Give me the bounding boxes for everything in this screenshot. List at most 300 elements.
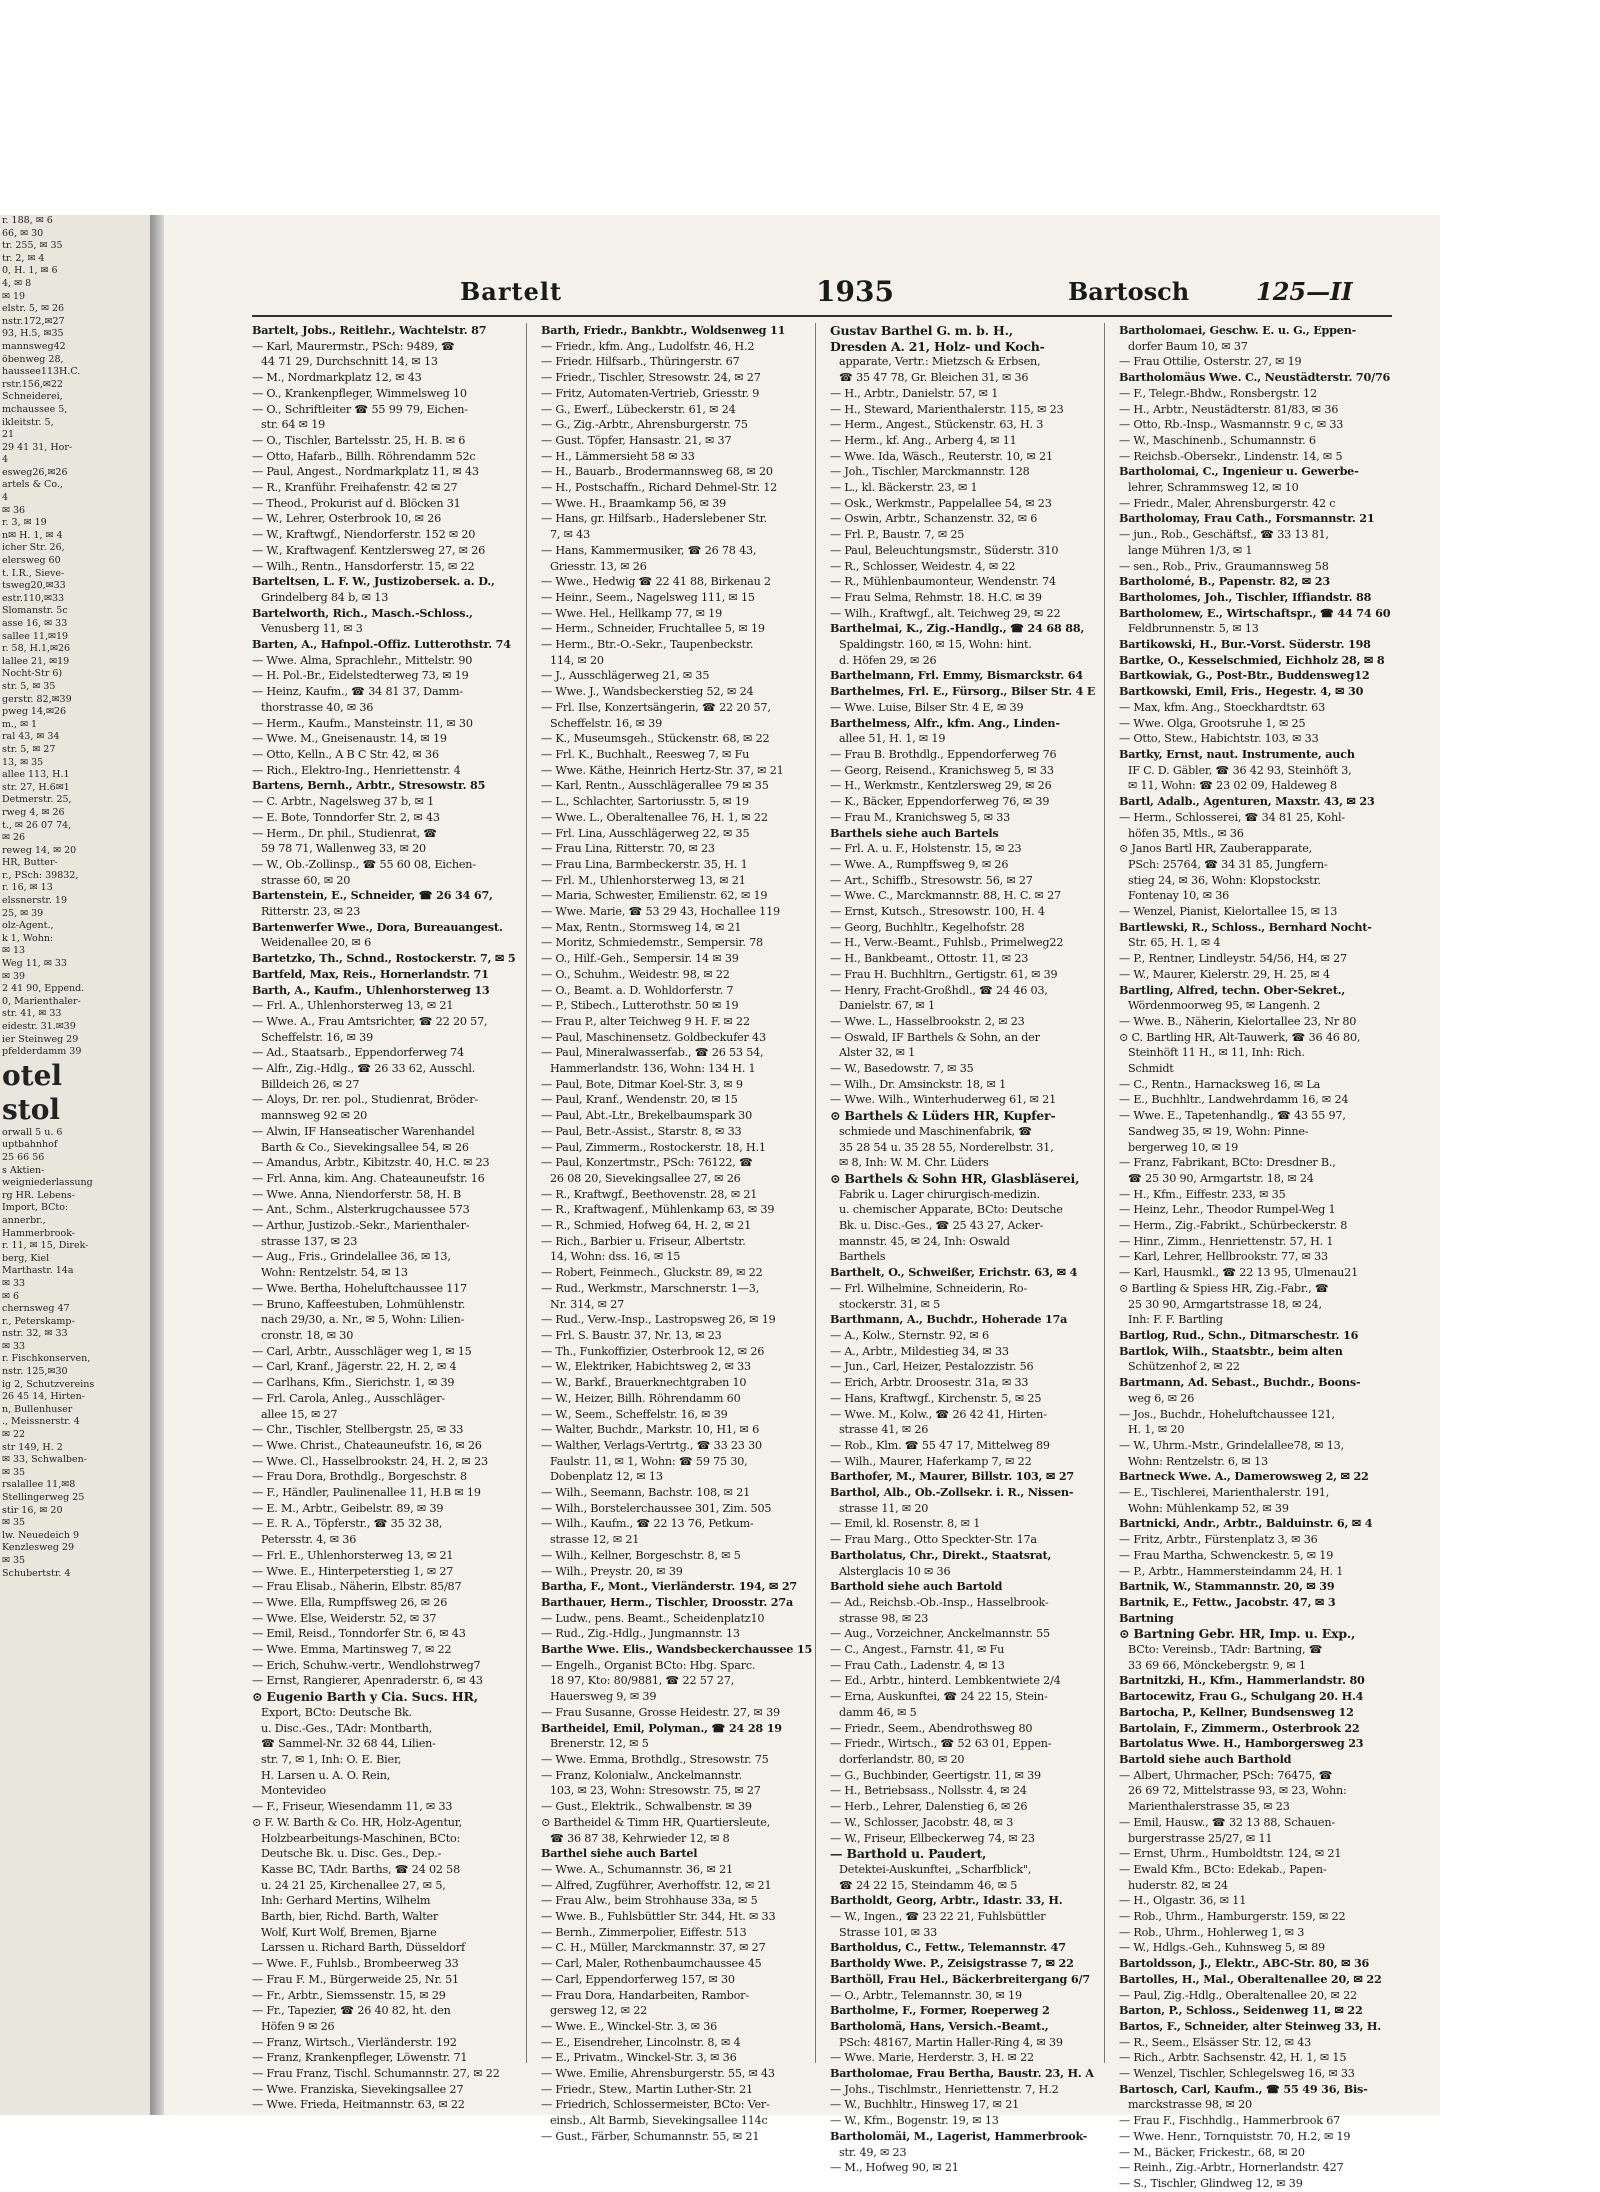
directory-entry: Nr. 314, ✉ 27 bbox=[550, 1297, 625, 1311]
fragment-line: nstr. 32, ✉ 33 bbox=[2, 1328, 68, 1340]
entry-heading: Bartholomäi, M., Lagerist, Hammerbrook- bbox=[830, 2128, 1088, 2143]
directory-entry: — Carl, Eppendorferweg 157, ✉ 30 bbox=[541, 1972, 735, 1986]
directory-entry: — H., Steward, Marienthalerstr. 115, ✉ 23 bbox=[830, 402, 1064, 416]
directory-entry: ☎ 35 47 78, Gr. Bleichen 31, ✉ 36 bbox=[839, 371, 1029, 385]
directory-entry: 26 08 20, Sievekingsallee 27, ✉ 26 bbox=[550, 1171, 741, 1185]
directory-entry: 44 71 29, Durchschnitt 14, ✉ 13 bbox=[261, 355, 438, 369]
directory-entry: ☎ 36 87 38, Kehrwieder 12, ✉ 8 bbox=[550, 1831, 730, 1845]
directory-entry: — Wwe. Frieda, Heitmannstr. 63, ✉ 22 bbox=[252, 2098, 465, 2112]
directory-entry: 33 69 66, Mönckebergstr. 9, ✉ 1 bbox=[1128, 1658, 1306, 1672]
directory-entry: huderstr. 82, ✉ 24 bbox=[1128, 1878, 1228, 1892]
directory-entry: ✉ 8, Inh: W. M. Chr. Lüders bbox=[839, 1156, 989, 1170]
entry-heading: Barthelmai, K., Zig.-Handlg., ☎ 24 68 88, bbox=[830, 621, 1085, 636]
directory-entry: — Amandus, Arbtr., Kibitzstr. 40, H.C. ✉ 23 bbox=[252, 1156, 490, 1170]
directory-entry: — Rob., Uhrm., Hamburgerstr. 159, ✉ 22 bbox=[1119, 1910, 1346, 1924]
directory-entry: — Frl. A., Uhlenhorsterweg 13, ✉ 21 bbox=[252, 999, 454, 1013]
directory-entry: — Gust., Färber, Schumannstr. 55, ✉ 21 bbox=[541, 2129, 760, 2143]
entry-heading: Bartha, F., Mont., Vierländerstr. 194, ✉ 27 bbox=[541, 1579, 797, 1594]
directory-entry: — Frau Ottilie, Osterstr. 27, ✉ 19 bbox=[1119, 355, 1302, 369]
page-number: 125—II bbox=[1256, 277, 1353, 306]
fragment-line: elersweg 60 bbox=[2, 555, 61, 567]
directory-entry: strasse 137, ✉ 23 bbox=[261, 1234, 358, 1248]
directory-entry: — W., Seem., Scheffelstr. 16, ✉ 39 bbox=[541, 1407, 728, 1421]
directory-entry: — W., Heizer, Billh. Röhrendamm 60 bbox=[541, 1391, 741, 1405]
directory-entry: — Frau Martha, Schwenckestr. 5, ✉ 19 bbox=[1119, 1548, 1334, 1562]
directory-entry: cronstr. 18, ✉ 30 bbox=[261, 1329, 354, 1342]
directory-entry: — Emil, Hausw., ☎ 32 13 88, Schauen- bbox=[1119, 1815, 1335, 1829]
directory-entry: Wohn: Rentzelstr. 6, ✉ 13 bbox=[1128, 1454, 1268, 1468]
directory-entry: — E., Buchhltr., Landwehrdamm 16, ✉ 24 bbox=[1119, 1093, 1349, 1107]
directory-entry: — H., Arbtr., Danielstr. 57, ✉ 1 bbox=[830, 386, 999, 400]
directory-entry: — Wwe. Luise, Bilser Str. 4 E, ✉ 39 bbox=[830, 700, 1024, 714]
fragment-line: uptbahnhof bbox=[2, 1139, 58, 1151]
directory-entry: Larssen u. Richard Barth, Düsseldorf bbox=[261, 1941, 465, 1955]
directory-entry: — R., Seem., Elsässer Str. 12, ✉ 43 bbox=[1119, 2035, 1312, 2049]
directory-entry: Deutsche Bk. u. Disc. Ges., Dep.- bbox=[261, 1847, 442, 1861]
directory-entry: ⊙ Barthels & Lüders HR, Kupfer- bbox=[830, 1108, 1056, 1124]
directory-entry: — Robert, Feinmech., Gluckstr. 89, ✉ 22 bbox=[541, 1266, 763, 1280]
directory-entry: Faulstr. 11, ✉ 1, Wohn: ☎ 59 75 30, bbox=[550, 1454, 748, 1468]
directory-entry: — Frau Dora, Brothdlg., Borgeschstr. 8 bbox=[252, 1470, 467, 1484]
entry-heading: Bartelt, Jobs., Reitlehr., Wachtelstr. 87 bbox=[252, 323, 487, 337]
directory-entry: — Frl. Carola, Anleg., Ausschläger- bbox=[252, 1391, 445, 1405]
directory-entry: — G., Buchbinder, Geertigstr. 11, ✉ 39 bbox=[830, 1768, 1041, 1782]
directory-entry: 14, Wohn: dss. 16, ✉ 15 bbox=[550, 1250, 681, 1264]
directory-entry: — R., Schmied, Hofweg 64, H. 2, ✉ 21 bbox=[541, 1219, 752, 1233]
directory-entry: — W., Hdlgs.-Geh., Kuhnsweg 5, ✉ 89 bbox=[1119, 1941, 1325, 1955]
directory-entry: burgerstrasse 25/27, ✉ 11 bbox=[1128, 1831, 1273, 1845]
entry-heading: Bartholme, F., Former, Roeperweg 2 bbox=[830, 2003, 1050, 2018]
directory-entry: — Karl, Maurermstr., PSch: 9489, ☎ bbox=[252, 339, 455, 353]
directory-entry: — H., Werkmstr., Kentzlersweg 29, ✉ 26 bbox=[830, 779, 1052, 793]
directory-entry: — Gust. Töpfer, Hansastr. 21, ✉ 37 bbox=[541, 433, 732, 447]
directory-entry: — Henry, Fracht-Großhdl., ☎ 24 46 03, bbox=[830, 983, 1048, 997]
directory-entry: — Heinr., Seem., Nagelsweg 111, ✉ 15 bbox=[541, 590, 755, 604]
directory-entry: — Alfr., Zig.-Hdlg., ☎ 26 33 62, Ausschl. bbox=[252, 1062, 476, 1076]
fragment-line: allee 113, H.1 bbox=[2, 769, 70, 781]
directory-entry: — Wilh., Maurer, Haferkamp 7, ✉ 22 bbox=[830, 1454, 1032, 1468]
fragment-line: Slomanstr. 5c bbox=[2, 605, 68, 617]
directory-entry: IF C. D. Gäbler, ☎ 36 42 93, Steinhöft 3, bbox=[1128, 763, 1352, 777]
directory-entry: Holzbearbeitungs-Maschinen, BCto: bbox=[261, 1831, 461, 1845]
directory-entry: — Hans, Kammermusiker, ☎ 26 78 43, bbox=[541, 543, 757, 557]
fragment-line: t. I.R., Sieve- bbox=[2, 567, 65, 579]
directory-entry: — Bernh., Zimmerpolier, Eiffestr. 513 bbox=[541, 1925, 747, 1939]
entry-heading: Bartky, Ernst, naut. Instrumente, auch bbox=[1119, 746, 1355, 761]
directory-entry: — Wwe. Alma, Sprachlehr., Mittelstr. 90 bbox=[252, 653, 473, 667]
fragment-line: rsalallee 11,✉8 bbox=[2, 1479, 76, 1491]
fragment-line: 26 45 14, Hirten- bbox=[2, 1391, 85, 1403]
directory-entry: — Wwe. L., Hasselbrookstr. 2, ✉ 23 bbox=[830, 1014, 1025, 1028]
header-year: 1935 bbox=[816, 275, 894, 308]
directory-entry: — C., Rentn., Harnacksweg 16, ✉ La bbox=[1119, 1077, 1321, 1091]
directory-entry: Inh: F. F. Bartling bbox=[1128, 1313, 1223, 1327]
directory-entry: — Alwin, IF Hanseatischer Warenhandel bbox=[252, 1124, 475, 1138]
directory-entry: — Frau Cath., Ladenstr. 4, ✉ 13 bbox=[830, 1658, 1005, 1672]
directory-entry: — J., Ausschlägerweg 21, ✉ 35 bbox=[541, 669, 710, 683]
fragment-line: weigniederlassung bbox=[2, 1177, 93, 1189]
directory-entry: — Wwe. J., Wandsbeckerstieg 52, ✉ 24 bbox=[541, 685, 754, 699]
directory-entry: — Frl. E., Uhlenhorsterweg 13, ✉ 21 bbox=[252, 1548, 454, 1562]
directory-entry: — Otto, Hafarb., Billh. Röhrendamm 52c bbox=[252, 449, 476, 463]
directory-entry: ⊙ Bartning Gebr. HR, Imp. u. Exp., bbox=[1119, 1626, 1356, 1642]
entry-heading: Bartolatus Wwe. H., Hamborgersweg 23 bbox=[1119, 1736, 1364, 1751]
fragment-line: pweg 14,✉26 bbox=[2, 706, 67, 718]
directory-entry: str. 49, ✉ 23 bbox=[839, 2145, 907, 2159]
directory-entry: — O., Arbtr., Telemannstr. 30, ✉ 19 bbox=[830, 1988, 1022, 2002]
directory-entry: Spaldingstr. 160, ✉ 15, Wohn: hint. bbox=[839, 638, 1032, 652]
directory-entry: gersweg 12, ✉ 22 bbox=[550, 2004, 648, 2018]
directory-entry: — Wwe., Hedwig ☎ 22 41 88, Birkenau 2 bbox=[541, 575, 771, 589]
fragment-line: t., ✉ 26 07 74, bbox=[2, 819, 72, 831]
fragment-line: r., PSch: 39832, bbox=[2, 869, 79, 881]
directory-entry: — Herb., Lehrer, Dalenstieg 6, ✉ 26 bbox=[830, 1800, 1028, 1814]
directory-entry: — W., Kfm., Bogenstr. 19, ✉ 13 bbox=[830, 2114, 999, 2128]
directory-entry: — Friedr., Seem., Abendrothsweg 80 bbox=[830, 1721, 1033, 1735]
directory-entry: dorferlandstr. 80, ✉ 20 bbox=[839, 1752, 965, 1766]
directory-entry: — Wwe. Emma, Brothdlg., Stresowstr. 75 bbox=[541, 1752, 769, 1766]
directory-entry: — Fritz, Arbtr., Fürstenplatz 3, ✉ 36 bbox=[1119, 1533, 1318, 1547]
directory-entry: — Moritz, Schmiedemstr., Sempersir. 78 bbox=[541, 936, 763, 950]
entry-heading: Bartholomaei, Geschw. E. u. G., Eppen- bbox=[1119, 323, 1357, 337]
fragment-line: k 1, Wohn: bbox=[2, 932, 54, 944]
directory-entry: — Frl. Wilhelmine, Schneiderin, Ro- bbox=[830, 1281, 1028, 1295]
directory-entry: — Wwe. E., Winckel-Str. 3, ✉ 36 bbox=[541, 2019, 718, 2033]
directory-entry: — Wwe. A., Rumpffsweg 9, ✉ 26 bbox=[830, 857, 1009, 871]
entry-heading: Bartholomew, E., Wirtschaftspr., ☎ 44 74 60 bbox=[1119, 605, 1391, 620]
directory-entry: — Otto, Rb.-Insp., Wasmannstr. 9 c, ✉ 33 bbox=[1119, 418, 1344, 432]
entry-heading: Bartke, O., Kesselschmied, Eichholz 28, ✉ 8 bbox=[1119, 652, 1385, 667]
directory-entry: — W., Kraftwgf., Niendorferstr. 152 ✉ 20 bbox=[252, 528, 476, 542]
directory-entry: — L., kl. Bäckerstr. 23, ✉ 1 bbox=[830, 481, 978, 495]
directory-entry: mannstr. 45, ✉ 24, Inh: Oswald bbox=[839, 1234, 1010, 1248]
entry-heading: Bartoldsson, J., Elektr., ABC-Str. 80, ✉ 36 bbox=[1119, 1956, 1370, 1971]
directory-entry: — Herm., kf. Ang., Arberg 4, ✉ 11 bbox=[830, 433, 1017, 447]
entry-heading: Bartholdy Wwe. P., Zeisigstrasse 7, ✉ 22 bbox=[830, 1956, 1074, 1971]
directory-entry: — K., Museumsgeh., Stückenstr. 68, ✉ 22 bbox=[541, 732, 770, 746]
entry-heading: Bartenwerfer Wwe., Dora, Bureauangest. bbox=[252, 919, 503, 934]
directory-entry: Steinhöft 11 H., ✉ 11, Inh: Rich. bbox=[1128, 1046, 1305, 1060]
entry-heading: Bartholomai, C., Ingenieur u. Gewerbe- bbox=[1119, 464, 1359, 479]
directory-entry: — H., Lämmersieht 58 ✉ 33 bbox=[541, 449, 695, 463]
directory-entry: — E., Eisendreher, Lincolnstr. 8, ✉ 4 bbox=[541, 2035, 741, 2049]
directory-entry: Scheffelstr. 16, ✉ 39 bbox=[261, 1030, 374, 1044]
fragment-line: Hammerbrook- bbox=[2, 1227, 75, 1239]
fragment-line: lw. Neuedeich 9 bbox=[2, 1529, 80, 1541]
directory-entry: — W., Kraftwagenf. Kentzlersweg 27, ✉ 26 bbox=[252, 543, 486, 557]
directory-entry: — Rud., Werkmstr., Marschnerstr. 1—3, bbox=[541, 1281, 760, 1295]
fragment-line: Stellingerweg 25 bbox=[2, 1492, 85, 1503]
fragment-line: r. 16, ✉ 13 bbox=[2, 882, 53, 894]
directory-entry: Dresden A. 21, Holz- und Koch- bbox=[830, 338, 1045, 354]
directory-entry: — Herm., Dr. phil., Studienrat, ☎ bbox=[252, 826, 438, 840]
directory-entry: — Paul, Mineralwasserfab., ☎ 26 53 54, bbox=[541, 1046, 764, 1060]
directory-entry: — Wilh., Borstelerchaussee 301, Zim. 505 bbox=[541, 1501, 772, 1515]
fragment-line: haussee113H.C. bbox=[2, 366, 81, 378]
fragment-line: ✉ 33 bbox=[2, 1277, 26, 1289]
fragment-line: reweg 14, ✉ 20 bbox=[2, 844, 77, 856]
directory-entry: Feldbrunnenstr. 5, ✉ 13 bbox=[1128, 622, 1259, 636]
directory-entry: — Friedr., Stew., Martin Luther-Str. 21 bbox=[541, 2082, 753, 2096]
directory-entry: — Reinh., Zig.-Arbtr., Hornerlandstr. 427 bbox=[1119, 2161, 1344, 2175]
directory-entry: Höfen 9 ✉ 26 bbox=[261, 2019, 335, 2033]
directory-entry: ⊙ F. W. Barth & Co. HR, Holz-Agentur, bbox=[252, 1815, 463, 1829]
directory-entry: — Karl, Hausmkl., ☎ 22 13 95, Ulmenau21 bbox=[1119, 1266, 1358, 1280]
directory-entry: H. 1, ✉ 20 bbox=[1128, 1423, 1185, 1437]
directory-entry: — Wwe. Ella, Rumpffsweg 26, ✉ 26 bbox=[252, 1595, 448, 1609]
entry-heading: Bartkowski, Emil, Fris., Hegestr. 4, ✉ 30 bbox=[1119, 684, 1364, 699]
directory-entry: — F., Friseur, Wiesendamm 11, ✉ 33 bbox=[252, 1800, 453, 1814]
fragment-line: ✉ 39 bbox=[2, 970, 26, 982]
directory-entry: — Heinz, Lehr., Theodor Rumpel-Weg 1 bbox=[1119, 1203, 1336, 1217]
fragment-line: ikleitstr. 5, bbox=[2, 416, 54, 428]
fragment-line: str. 5, ✉ 35 bbox=[2, 680, 56, 692]
directory-entry: strasse 41, ✉ 26 bbox=[839, 1423, 929, 1437]
directory-entry: allee 51, H. 1, ✉ 19 bbox=[839, 732, 946, 746]
fragment-line: 66, ✉ 30 bbox=[2, 227, 44, 239]
fragment-line: ig 2, Schutzvereins bbox=[2, 1378, 95, 1390]
directory-entry: — O., Schriftleiter ☎ 55 99 79, Eichen- bbox=[252, 402, 468, 416]
entry-heading: Barthelmann, Frl. Emmy, Bismarckstr. 64 bbox=[830, 668, 1083, 683]
directory-entry: ☎ 25 30 90, Armgartstr. 18, ✉ 24 bbox=[1128, 1171, 1314, 1185]
fragment-line: 4 bbox=[2, 454, 9, 466]
entry-heading: Bartfeld, Max, Reis., Hornerlandstr. 71 bbox=[252, 966, 489, 981]
fragment-line: gerstr. 82,✉39 bbox=[2, 693, 72, 705]
directory-entry: — Rud., Verw.-Insp., Lastropsweg 26, ✉ 19 bbox=[541, 1313, 776, 1327]
entry-heading: Barthelmess, Alfr., kfm. Ang., Linden- bbox=[830, 715, 1060, 730]
directory-entry: — Carl, Arbtr., Ausschläger weg 1, ✉ 15 bbox=[252, 1344, 472, 1358]
directory-entry: H. Larsen u. A. O. Rein, bbox=[261, 1768, 391, 1782]
directory-entry: — Paul, Maschinensetz. Goldbeckufer 43 bbox=[541, 1030, 766, 1044]
fragment-line: r. 11, ✉ 15, Direk- bbox=[2, 1240, 89, 1252]
directory-entry: stockerstr. 31, ✉ 5 bbox=[839, 1297, 941, 1311]
directory-entry: — Jun., Carl, Heizer, Pestalozzistr. 56 bbox=[830, 1360, 1034, 1374]
directory-entry: 35 28 54 u. 35 28 55, Norderelbstr. 31, bbox=[839, 1140, 1054, 1154]
directory-entry: — Joh., Tischler, Marckmannstr. 128 bbox=[830, 465, 1030, 479]
directory-entry: — Friedrich, Schlossermeister, BCto: Ver- bbox=[541, 2098, 770, 2112]
directory-entry: — H., Postschaffn., Richard Dehmel-Str. 12 bbox=[541, 481, 778, 495]
directory-entry: — Frl. Lina, Ausschlägerweg 22, ✉ 35 bbox=[541, 826, 750, 840]
column-3 bbox=[830, 323, 1105, 2175]
directory-entry: — H., Arbtr., Neustädterstr. 81/83, ✉ 36 bbox=[1119, 402, 1339, 416]
directory-entry: — Wwe. E., Tapetenhandlg., ☎ 43 55 97, bbox=[1119, 1109, 1346, 1123]
directory-entry: bergerweg 10, ✉ 19 bbox=[1128, 1140, 1239, 1154]
directory-entry: nach 29/30, a. Nr., ✉ 5, Wohn: Lilien- bbox=[261, 1313, 465, 1327]
page-background bbox=[1440, 215, 1600, 2115]
fragment-line: artels & Co., bbox=[2, 479, 63, 491]
directory-entry: — W., Maschinenb., Schumannstr. 6 bbox=[1119, 433, 1316, 447]
directory-entry: Wohn: Rentzelstr. 54, ✉ 13 bbox=[261, 1266, 408, 1280]
directory-entry: damm 46, ✉ 5 bbox=[839, 1705, 917, 1719]
directory-entry: — Frau Elisab., Näherin, Elbstr. 85/87 bbox=[252, 1580, 462, 1594]
directory-entry: u. chemischer Apparate, BCto: Deutsche bbox=[839, 1203, 1063, 1217]
directory-entry: — Max, kfm. Ang., Stoeckhardtstr. 63 bbox=[1119, 700, 1325, 714]
directory-entry: 114, ✉ 20 bbox=[550, 653, 604, 667]
fragment-line: r. 188, ✉ 6 bbox=[2, 215, 53, 226]
directory-entry: thorstrasse 40, ✉ 36 bbox=[261, 700, 374, 714]
fragment-line: öbenweg 28, bbox=[2, 353, 64, 365]
directory-entry: Gustav Barthel G. m. b. H., bbox=[830, 323, 1013, 338]
directory-entry: — Frau Lina, Barmbeckerstr. 35, H. 1 bbox=[541, 857, 748, 871]
directory-entry: — Wwe. Ida, Wäsch., Reuterstr. 10, ✉ 21 bbox=[830, 449, 1053, 463]
entry-heading: Barthauer, Herm., Tischler, Droosstr. 27a bbox=[541, 1594, 793, 1609]
directory-entry: — M., Hofweg 90, ✉ 21 bbox=[830, 2161, 959, 2175]
directory-entry: — Bruno, Kaffeestuben, Lohmühlenstr. bbox=[252, 1297, 466, 1311]
entry-heading: Barthmann, A., Buchdr., Hoherade 17a bbox=[830, 1312, 1068, 1327]
directory-entry: Alster 32, ✉ 1 bbox=[839, 1046, 916, 1060]
directory-entry: — Wilh., Dr. Amsinckstr. 18, ✉ 1 bbox=[830, 1077, 1006, 1091]
directory-entry: — Hinr., Zimm., Henriettenstr. 57, H. 1 bbox=[1119, 1234, 1334, 1248]
directory-entry: — K., Bäcker, Eppendorferweg 76, ✉ 39 bbox=[830, 795, 1050, 809]
directory-entry: ☎ 24 22 15, Steindamm 46, ✉ 5 bbox=[839, 1878, 1018, 1892]
directory-entry: ✉ 11, Wohn: ☎ 23 02 09, Haldeweg 8 bbox=[1128, 779, 1337, 793]
fragment-line: r. Fischkonserven, bbox=[2, 1353, 91, 1365]
entry-heading: Bartholomä, Hans, Versich.-Beamt., bbox=[830, 2018, 1049, 2033]
fragment-line: ✉ 35 bbox=[2, 1466, 26, 1478]
directory-columns bbox=[252, 323, 1392, 2190]
fragment-line: eidestr. 31.✉39 bbox=[2, 1021, 76, 1032]
directory-entry: — Paul, Zig.-Hdlg., Oberaltenallee 20, ✉ 22 bbox=[1119, 1988, 1357, 2002]
directory-entry: — Wwe. Wilh., Winterhuderweg 61, ✉ 21 bbox=[830, 1093, 1057, 1107]
entry-heading: Bartholomes, Joh., Tischler, Iffiandstr. 88 bbox=[1119, 589, 1372, 604]
fragment-line: chernsweg 47 bbox=[2, 1303, 70, 1315]
directory-entry: — Wwe. A., Schumannstr. 36, ✉ 21 bbox=[541, 1862, 733, 1876]
directory-entry: — Hans, gr. Hilfsarb., Haderslebener Str. bbox=[541, 512, 767, 526]
fragment-line: stir 16, ✉ 20 bbox=[2, 1504, 63, 1516]
directory-entry: — W., Basedowstr. 7, ✉ 35 bbox=[830, 1062, 974, 1076]
fragment-line: str. 41, ✉ 33 bbox=[2, 1008, 62, 1020]
directory-entry: dorfer Baum 10, ✉ 37 bbox=[1128, 339, 1248, 353]
directory-entry: — Wwe. Olga, Grootsruhe 1, ✉ 25 bbox=[1119, 716, 1306, 730]
directory-entry: — Wwe. B., Fuhlsbüttler Str. 344, Ht. ✉ 33 bbox=[541, 1910, 776, 1924]
fragment-line: r., Peterskamp- bbox=[2, 1315, 75, 1327]
fragment-line: ., Meissnerstr. 4 bbox=[2, 1416, 80, 1428]
directory-entry: — Wwe. Käthe, Heinrich Hertz-Str. 37, ✉ 21 bbox=[541, 763, 784, 777]
entry-heading: Bartholdus, C., Fettw., Telemannstr. 47 bbox=[830, 1940, 1066, 1955]
directory-entry: — Frau B. Brothdlg., Eppendorferweg 76 bbox=[830, 747, 1057, 761]
fragment-line: elssnerstr. 19 bbox=[2, 895, 68, 907]
directory-entry: Fontenay 10, ✉ 36 bbox=[1128, 889, 1230, 903]
directory-entry: — W., Uhrm.-Mstr., Grindelallee78, ✉ 13, bbox=[1119, 1438, 1344, 1452]
entry-heading: Bartholdt, Georg, Arbtr., Idastr. 33, H. bbox=[830, 1893, 1063, 1908]
directory-entry: PSch: 25764, ☎ 34 31 85, Jungfern- bbox=[1128, 857, 1328, 871]
fragment-line: n✉ H. 1, ✉ 4 bbox=[2, 529, 63, 541]
directory-entry: — Osk., Werkmstr., Pappelallee 54, ✉ 23 bbox=[830, 496, 1052, 510]
directory-entry: — Frl. M., Uhlenhorsterweg 13, ✉ 21 bbox=[541, 873, 746, 887]
directory-entry: — G., Ewerf., Lübeckerstr. 61, ✉ 24 bbox=[541, 402, 736, 416]
directory-entry: Grindelberg 84 b, ✉ 13 bbox=[261, 590, 389, 604]
directory-entry: — Rud., Zig.-Hdlg., Jungmannstr. 13 bbox=[541, 1627, 740, 1641]
directory-entry: — E. R. A., Töpferstr., ☎ 35 32 38, bbox=[252, 1517, 443, 1531]
directory-entry: — F., Telegr.-Bhdw., Ronsbergstr. 12 bbox=[1119, 386, 1317, 400]
directory-entry: — Fritz, Automaten-Vertrieb, Griesstr. 9 bbox=[541, 386, 760, 400]
directory-entry: — Carl, Kranf., Jägerstr. 22, H. 2, ✉ 4 bbox=[252, 1360, 457, 1374]
fragment-line: Detmerstr. 25, bbox=[2, 794, 72, 806]
directory-entry: Hauersweg 9, ✉ 39 bbox=[550, 1690, 657, 1704]
entry-heading: Bartkowiak, G., Post-Btr., Buddensweg12 bbox=[1119, 668, 1370, 683]
directory-entry: — Aloys, Dr. rer. pol., Studienrat, Bröder- bbox=[252, 1093, 479, 1107]
directory-entry: — Walther, Verlags-Vertrtg., ☎ 33 23 30 bbox=[541, 1438, 762, 1452]
entry-heading: Bartocha, P., Kellner, Bundsensweg 12 bbox=[1119, 1704, 1354, 1719]
directory-entry: — Otto, Kelln., A B C Str. 42, ✉ 36 bbox=[252, 747, 439, 761]
fragment-line: ier Steinweg 29 bbox=[2, 1033, 79, 1045]
fragment-line: 13, ✉ 35 bbox=[2, 756, 44, 768]
column-2 bbox=[541, 323, 816, 2143]
directory-entry: Export, BCto: Deutsche Bk. bbox=[261, 1705, 412, 1719]
entry-heading: Barthel siehe auch Bartel bbox=[541, 1846, 698, 1861]
directory-entry: ⊙ Eugenio Barth y Cia. Sucs. HR, bbox=[252, 1689, 478, 1705]
directory-entry: str. 64 ✉ 19 bbox=[261, 418, 326, 432]
directory-entry: — Paul, Zimmerm., Rostockerstr. 18, H.1 bbox=[541, 1140, 766, 1154]
entry-heading: Bartikowski, H., Bur.-Vorst. Süderstr. 198 bbox=[1119, 637, 1371, 652]
directory-entry: — Frau Selma, Rehmstr. 18. H.C. ✉ 39 bbox=[830, 590, 1042, 604]
fragment-line: 4 bbox=[2, 492, 9, 504]
directory-entry: Griesstr. 13, ✉ 26 bbox=[550, 559, 647, 573]
directory-entry: — R., Kranführ. Freihafenstr. 42 ✉ 27 bbox=[252, 481, 458, 495]
directory-entry: — Johs., Tischlmstr., Henriettenstr. 7, H.2 bbox=[830, 2082, 1059, 2096]
directory-entry: Hammerlandstr. 136, Wohn: 134 H. 1 bbox=[550, 1062, 756, 1076]
directory-entry: — Rob., Klm. ☎ 55 47 17, Mittelweg 89 bbox=[830, 1438, 1050, 1452]
fragment-line: str. 27, H.6✉1 bbox=[2, 781, 70, 793]
directory-entry: — Wwe. M., Gneisenaustr. 14, ✉ 19 bbox=[252, 732, 447, 746]
directory-entry: — Wwe. Emilie, Ahrensburgerstr. 55, ✉ 43 bbox=[541, 2067, 775, 2081]
directory-entry: — Walter, Buchdr., Markstr. 10, H1, ✉ 6 bbox=[541, 1423, 760, 1437]
directory-entry: — Frau Lina, Ritterstr. 70, ✉ 23 bbox=[541, 842, 715, 856]
directory-entry: — Frau Susanne, Grosse Heidestr. 27, ✉ 39 bbox=[541, 1705, 780, 1719]
directory-entry: — O., Krankenpfleger, Wimmelsweg 10 bbox=[252, 386, 467, 400]
directory-entry: — Franz, Kolonialw., Anckelmannstr. bbox=[541, 1768, 742, 1782]
directory-entry: Billdeich 26, ✉ 27 bbox=[261, 1077, 360, 1091]
directory-entry: — A., Arbtr., Mildestieg 34, ✉ 33 bbox=[830, 1344, 1009, 1358]
directory-entry: 18 97, Kto: 80/9881, ☎ 22 57 27, bbox=[550, 1674, 735, 1688]
entry-heading: Bartholatus, Chr., Direkt., Staatsrat, bbox=[830, 1547, 1052, 1562]
directory-entry: — Wwe. H., Braamkamp 56, ✉ 39 bbox=[541, 496, 726, 510]
directory-entry: — Wwe. E., Hinterpeterstieg 1, ✉ 27 bbox=[252, 1564, 454, 1578]
directory-entry: — Wwe. C., Marckmannstr. 88, H. C. ✉ 27 bbox=[830, 889, 1061, 903]
fragment-line: tr. 2, ✉ 4 bbox=[2, 252, 45, 264]
fragment-line: elstr. 5, ✉ 26 bbox=[2, 303, 65, 315]
directory-entry: — Wilh., Preystr. 20, ✉ 39 bbox=[541, 1564, 683, 1578]
directory-entry: — O., Tischler, Bartelsstr. 25, H. B. ✉ 6 bbox=[252, 433, 466, 447]
entry-heading: Bartlok, Wilh., Staatsbtr., beim alten bbox=[1119, 1343, 1343, 1358]
directory-entry: — Hans, Kraftwgf., Kirchenstr. 5, ✉ 25 bbox=[830, 1391, 1042, 1405]
directory-entry: Inh: Gerhard Mertins, Wilhelm bbox=[261, 1894, 431, 1908]
directory-entry: — Wwe. A., Frau Amtsrichter, ☎ 22 20 57, bbox=[252, 1014, 488, 1028]
fragment-line: Nocht-Str 6) bbox=[2, 668, 63, 680]
fragment-line: Kenzlesweg 29 bbox=[2, 1542, 75, 1554]
directory-entry: 103, ✉ 23, Wohn: Stresowstr. 75, ✉ 27 bbox=[550, 1784, 761, 1798]
directory-entry: — W., Ob.-Zollinsp., ☎ 55 60 08, Eichen- bbox=[252, 857, 476, 871]
directory-entry: Marienthalerstrasse 35, ✉ 23 bbox=[1128, 1800, 1290, 1814]
fragment-line: 93, H.5, ✉35 bbox=[2, 328, 64, 340]
fragment-line: ✉ 35 bbox=[2, 1517, 26, 1529]
directory-entry: strasse 11, ✉ 20 bbox=[839, 1501, 929, 1515]
directory-entry: — Frl. Ilse, Konzertsängerin, ☎ 22 20 57, bbox=[541, 700, 771, 714]
fragment-line: ral 43, ✉ 34 bbox=[2, 731, 60, 743]
entry-heading: Barteltsen, L. F. W., Justizobersek. a. D., bbox=[252, 574, 495, 589]
directory-entry: strasse 98, ✉ 23 bbox=[839, 1611, 929, 1625]
directory-entry: — H., Bankbeamt., Ottostr. 11, ✉ 23 bbox=[830, 952, 1029, 966]
directory-entry: 59 78 71, Wallenweg 33, ✉ 20 bbox=[261, 842, 426, 856]
directory-entry: — Wilh., Seemann, Bachstr. 108, ✉ 21 bbox=[541, 1486, 751, 1500]
directory-entry: mannsweg 92 ✉ 20 bbox=[261, 1109, 368, 1123]
directory-entry: — Wwe. Else, Weiderstr. 52, ✉ 37 bbox=[252, 1611, 437, 1625]
fragment-line: ✉ 36 bbox=[2, 504, 26, 516]
directory-entry: — Friedr. Hilfsarb., Thüringerstr. 67 bbox=[541, 355, 740, 369]
directory-entry: 26 69 72, Mittelstrasse 93, ✉ 23, Wohn: bbox=[1128, 1784, 1347, 1798]
directory-entry: — O., Schuhm., Weidestr. 98, ✉ 22 bbox=[541, 967, 730, 981]
directory-entry: — W., Buchhltr., Hinsweg 17, ✉ 21 bbox=[830, 2098, 1020, 2112]
